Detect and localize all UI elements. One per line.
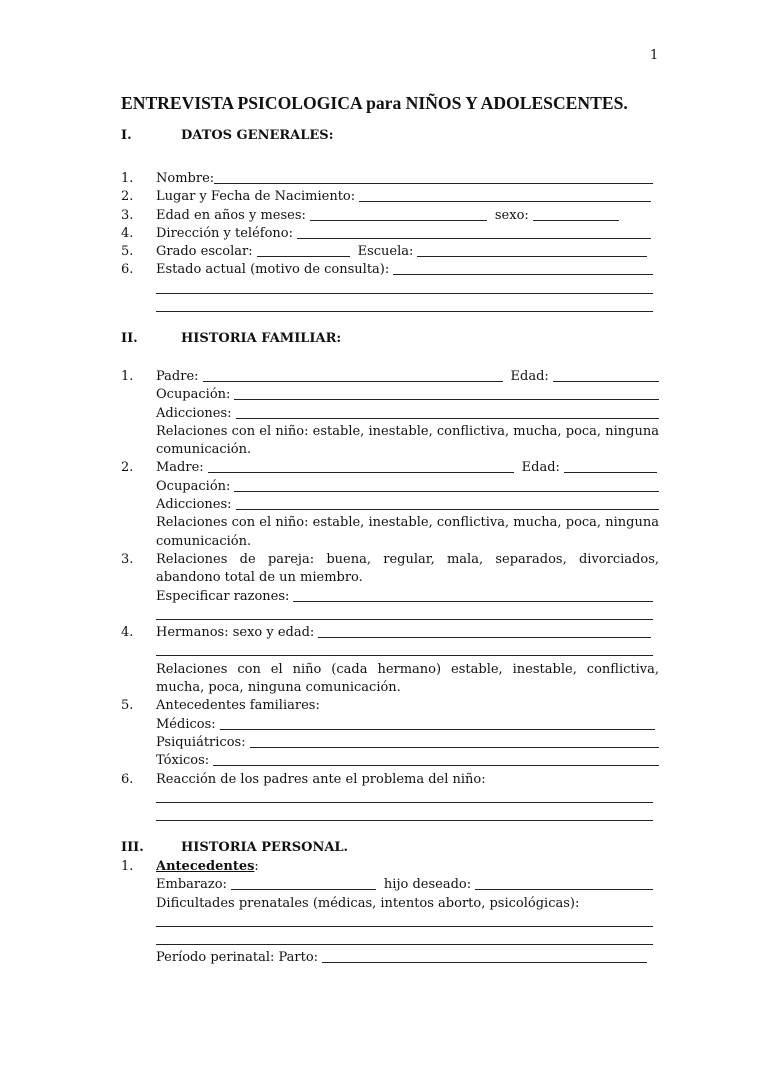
padre-adicciones-field[interactable] bbox=[236, 405, 659, 419]
list-item: 6. Estado actual (motivo de consulta): bbox=[121, 261, 659, 279]
dificultades-label: Dificultades prenatales (médicas, intentos aborto, psicológicas): bbox=[156, 895, 580, 911]
escuela-field[interactable] bbox=[417, 243, 647, 257]
estado-field-line[interactable] bbox=[156, 298, 653, 312]
section-heading-historia-familiar bbox=[121, 331, 341, 346]
hijo-deseado-field[interactable] bbox=[475, 876, 653, 890]
madre-ocupacion-label: Ocupación: bbox=[156, 478, 231, 494]
estado-field[interactable] bbox=[393, 261, 653, 275]
especificar-field[interactable] bbox=[293, 588, 653, 602]
embarazo-label: Embarazo: bbox=[156, 877, 227, 893]
antecedentes-label: Antecedentes bbox=[156, 859, 255, 874]
madre-relaciones-text: Relaciones con el niño: estable, inestable, conflictiva, mucha, poca, ninguna comunicación. bbox=[156, 515, 659, 549]
padre-ocupacion-field[interactable] bbox=[234, 386, 659, 400]
list-item: 2. Lugar y Fecha de Nacimiento: bbox=[121, 188, 659, 206]
especificar-field-line[interactable] bbox=[156, 606, 653, 620]
lugar-fecha-label: Lugar y Fecha de Nacimiento: bbox=[156, 189, 356, 205]
nombre-field[interactable] bbox=[214, 170, 653, 184]
historia-familiar-list bbox=[121, 368, 659, 825]
hermanos-label: Hermanos: sexo y edad: bbox=[156, 625, 315, 641]
antecedentes-familiares-label: Antecedentes familiares: bbox=[156, 698, 320, 714]
edad-field[interactable] bbox=[310, 207, 487, 221]
relaciones-pareja-text: Relaciones de pareja: buena, regular, mala, separados, divorciados, abandono total de un miembro. bbox=[156, 551, 659, 586]
padre-adicciones-label: Adicciones: bbox=[156, 405, 232, 421]
escuela-label: Escuela: bbox=[357, 244, 414, 260]
estado-label: Estado actual (motivo de consulta): bbox=[156, 262, 390, 278]
direccion-field[interactable] bbox=[297, 225, 651, 239]
sexo-field[interactable] bbox=[533, 207, 619, 221]
edad-label: Edad en años y meses: bbox=[156, 207, 306, 223]
perinatal-label: Período perinatal: Parto: bbox=[156, 950, 319, 966]
dificultades-field-line[interactable] bbox=[156, 931, 653, 945]
section-title: HISTORIA FAMILIAR: bbox=[181, 331, 342, 346]
psiquiatricos-field[interactable] bbox=[250, 734, 659, 748]
hijo-deseado-label: hijo deseado: bbox=[383, 877, 472, 893]
medicos-label: Médicos: bbox=[156, 716, 216, 732]
padre-edad-label: Edad: bbox=[510, 369, 549, 384]
grado-label: Grado escolar: bbox=[156, 244, 253, 260]
list-item: 1. Antecedentes : bbox=[121, 858, 659, 876]
section-number: I. bbox=[121, 128, 132, 143]
madre-adicciones-label: Adicciones: bbox=[156, 497, 232, 513]
padre-ocupacion-label: Ocupación: bbox=[156, 387, 231, 403]
madre-edad-field[interactable] bbox=[564, 459, 657, 473]
grado-field[interactable] bbox=[257, 243, 350, 257]
parto-field[interactable] bbox=[322, 949, 647, 963]
padre-relaciones-text: Relaciones con el niño: estable, inestable, conflictiva, mucha, poca, ninguna comunicación. bbox=[156, 423, 659, 458]
sexo-label: sexo: bbox=[494, 207, 529, 223]
list-item: 5. Grado escolar: Escuela: bbox=[121, 243, 659, 261]
list-item: 3. Edad en años y meses: sexo: bbox=[121, 207, 659, 225]
list-item: 5. Antecedentes familiares: bbox=[121, 697, 659, 715]
section-heading-historia-personal bbox=[121, 840, 348, 855]
medicos-field[interactable] bbox=[220, 716, 655, 730]
section-title: HISTORIA PERSONAL. bbox=[181, 840, 349, 855]
estado-field-line[interactable] bbox=[156, 280, 653, 294]
list-item: 1. Nombre: bbox=[121, 170, 659, 188]
madre-adicciones-field[interactable] bbox=[236, 496, 659, 510]
embarazo-field[interactable] bbox=[231, 876, 376, 890]
reaccion-field-line[interactable] bbox=[156, 789, 653, 803]
padre-edad-field[interactable] bbox=[553, 368, 659, 382]
padre-label: Padre: bbox=[156, 369, 199, 384]
madre-label: Madre: bbox=[156, 460, 204, 476]
reaccion-field-line[interactable] bbox=[156, 807, 653, 821]
toxicos-field[interactable] bbox=[213, 752, 659, 766]
list-item: 4. Hermanos: sexo y edad: bbox=[121, 624, 659, 642]
page-number: 1 bbox=[650, 48, 659, 63]
list-item: 1. Padre: Edad: bbox=[121, 368, 659, 386]
document-title: ENTREVISTA PSICOLOGICA para NIÑOS Y ADOLESCENTES. bbox=[121, 93, 628, 113]
nombre-label: Nombre: bbox=[156, 171, 215, 186]
hermanos-field-line[interactable] bbox=[156, 642, 653, 656]
section-number: II. bbox=[121, 331, 138, 346]
dificultades-field-line[interactable] bbox=[156, 913, 653, 927]
lugar-fecha-field[interactable] bbox=[359, 188, 651, 202]
list-item: 2. Madre: Edad: bbox=[121, 459, 659, 477]
madre-ocupacion-field[interactable] bbox=[234, 478, 659, 492]
section-title: DATOS GENERALES: bbox=[181, 128, 334, 143]
madre-edad-label: Edad: bbox=[521, 460, 560, 476]
hermanos-relaciones-text: Relaciones con el niño (cada hermano) estable, inestable, conflictiva, mucha, poca, ninguna comunicación. bbox=[156, 661, 659, 696]
reaccion-label: Reacción de los padres ante el problema del niño: bbox=[156, 771, 486, 787]
historia-personal-list bbox=[121, 858, 659, 968]
section-number: III. bbox=[121, 840, 144, 855]
toxicos-label: Tóxicos: bbox=[156, 753, 210, 769]
direccion-label: Dirección y teléfono: bbox=[156, 225, 294, 241]
section-heading-datos-generales bbox=[121, 128, 334, 143]
list-item: 6. Reacción de los padres ante el problema del niño: bbox=[121, 771, 659, 789]
datos-generales-list bbox=[121, 170, 659, 316]
hermanos-field[interactable] bbox=[318, 624, 651, 638]
list-item: 4. Dirección y teléfono: bbox=[121, 225, 659, 243]
list-item: 3. Relaciones de pareja: buena, regular, mala, separados, divorciados, abandono total de un miembro. bbox=[121, 551, 659, 588]
padre-field[interactable] bbox=[203, 368, 503, 382]
especificar-label: Especificar razones: bbox=[156, 588, 290, 604]
madre-field[interactable] bbox=[208, 459, 514, 473]
psiquiatricos-label: Psiquiátricos: bbox=[156, 734, 246, 750]
